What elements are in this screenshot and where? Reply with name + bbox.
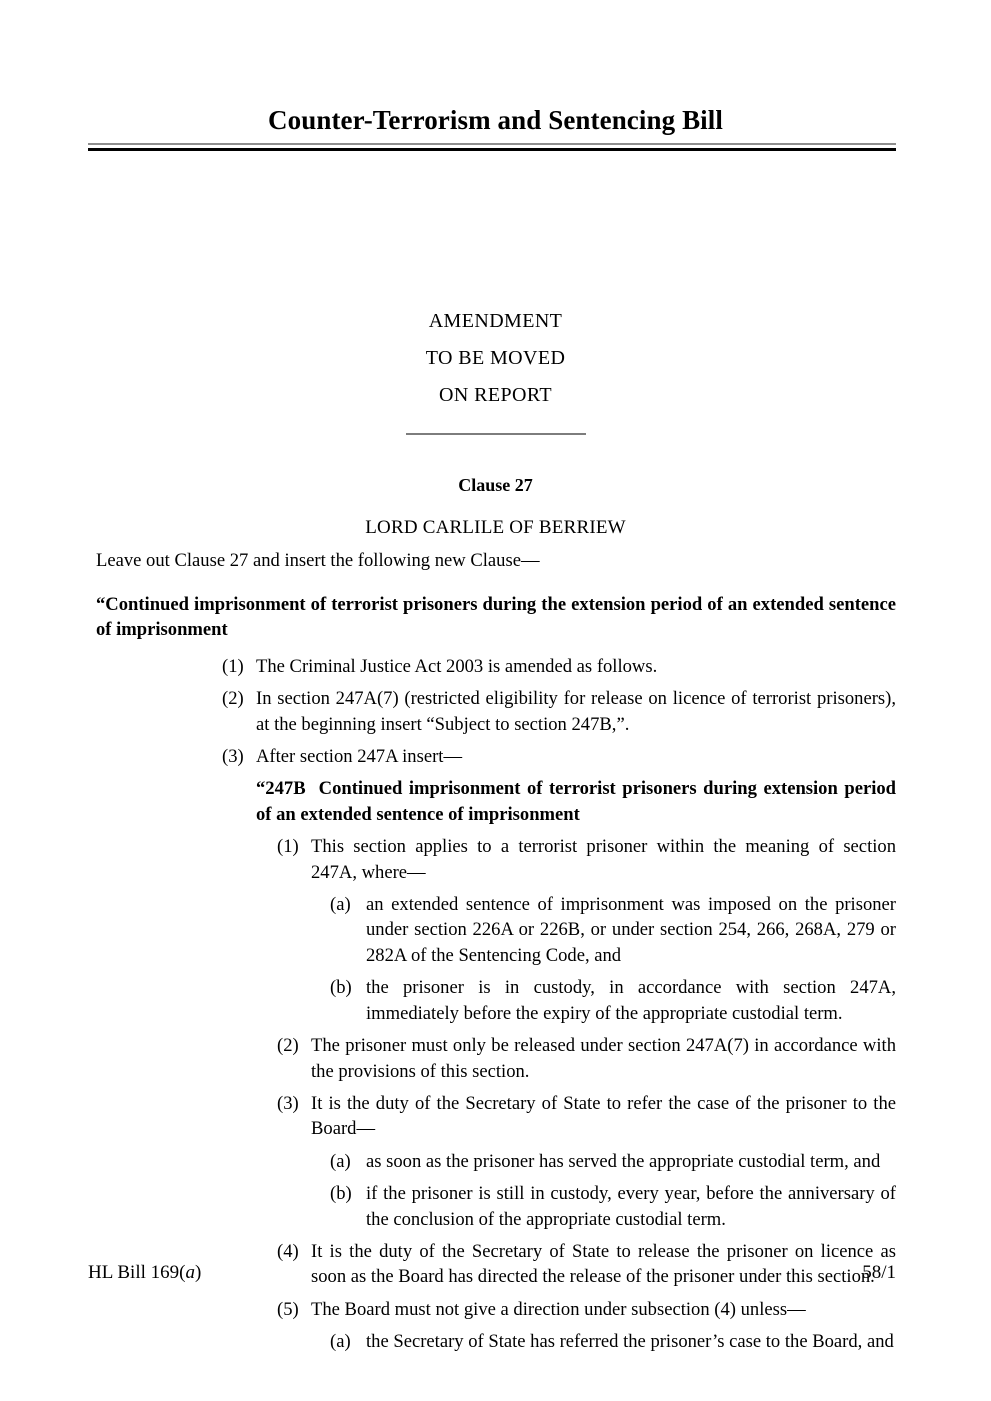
- item-marker: (b): [330, 977, 352, 999]
- item-marker: (1): [277, 836, 299, 858]
- clause-label: Clause 27: [458, 475, 533, 495]
- new-clause-heading: “Continued imprisonment of terrorist prisoners during the extension period of an extended sentence of imprisonment: [96, 594, 896, 641]
- list-item: [96, 1091, 896, 1142]
- list-item: [96, 1181, 896, 1232]
- item-text: The Criminal Justice Act 2003 is amended as follows.: [256, 655, 658, 677]
- item-marker: (b): [330, 1183, 352, 1205]
- bill-reference-letter: a: [185, 1262, 195, 1283]
- list-item: [96, 975, 896, 1026]
- item-text: The Board must not give a direction under subsection (4) unless—: [311, 1298, 806, 1320]
- page-footer: [88, 1262, 896, 1284]
- list-item: [96, 686, 896, 737]
- item-marker: (3): [222, 746, 244, 768]
- item-text: It is the duty of the Secretary of State to release the prisoner on licence as soon as the Board has directed the release of the prisoner under this section.: [311, 1240, 896, 1288]
- heading-line-on-report: ON REPORT: [439, 384, 552, 406]
- item-marker: (5): [277, 1298, 299, 1320]
- item-marker: (2): [222, 688, 244, 710]
- item-text: In section 247A(7) (restricted eligibility for release on licence of terrorist prisoners), at the beginning insert “Subject to section 247B,”.: [256, 688, 896, 735]
- list-item: [96, 1329, 896, 1354]
- list-item: [96, 1033, 896, 1084]
- item-text: After section 247A insert—: [256, 746, 463, 768]
- heading-line-amendment: AMENDMENT: [428, 310, 563, 332]
- item-marker: (a): [330, 1331, 351, 1353]
- amendment-body: [96, 548, 896, 1362]
- page-title: Counter-Terrorism and Sentencing Bill: [268, 105, 723, 135]
- member-name: LORD CARLILE OF BERRIEW: [365, 517, 626, 538]
- heading-line-to-be-moved: TO BE MOVED: [425, 347, 566, 369]
- item-text: as soon as the prisoner has served the appropriate custodial term, and: [366, 1150, 881, 1172]
- item-text: The prisoner must only be released under section 247A(7) in accordance with the provisions of this section.: [311, 1035, 896, 1082]
- inserted-section-heading: [96, 776, 896, 827]
- item-text: This section applies to a terrorist prisoner within the meaning of section 247A, where—: [311, 836, 896, 883]
- lead-in-text: Leave out Clause 27 and insert the following new Clause—: [96, 550, 540, 571]
- bill-reference: [88, 1262, 201, 1284]
- item-marker: (2): [277, 1035, 299, 1057]
- item-marker: (4): [277, 1240, 299, 1262]
- page-number: 58/1: [862, 1262, 896, 1283]
- list-item: [96, 654, 896, 679]
- list-item: [96, 892, 896, 968]
- section-divider-rule: [406, 433, 586, 435]
- amendment-heading-block: [0, 303, 991, 414]
- inserted-section-quote: “: [256, 778, 266, 800]
- item-text: It is the duty of the Secretary of State to refer the case of the prisoner to the Board—: [311, 1092, 896, 1140]
- item-text: if the prisoner is still in custody, every year, before the anniversary of the conclusion of the appropriate custodial term.: [366, 1183, 896, 1230]
- bill-reference-suffix: ): [194, 1262, 202, 1283]
- title-rule: [88, 143, 896, 151]
- bill-reference-prefix: HL Bill 169(: [88, 1262, 186, 1283]
- list-item: [96, 1149, 896, 1174]
- inserted-section-title: Continued imprisonment of terrorist prisoners during extension period of an extended sentence of imprisonment: [256, 778, 897, 825]
- list-item: [96, 744, 896, 769]
- item-text: the Secretary of State has referred the prisoner’s case to the Board, and: [366, 1331, 894, 1353]
- item-text: an extended sentence of imprisonment was imposed on the prisoner under section 226A or 226B, or under section 254, 266, 268A, 279 or 282A of the Sentencing Code, and: [366, 894, 896, 966]
- item-marker: (a): [330, 894, 351, 916]
- inserted-section-number: 247B: [265, 778, 306, 800]
- item-marker: (3): [277, 1092, 299, 1114]
- list-item: [96, 834, 896, 885]
- item-marker: (1): [222, 655, 244, 677]
- title-rule-thick: [88, 148, 896, 151]
- item-marker: (a): [330, 1150, 351, 1172]
- list-item: [96, 1297, 896, 1322]
- item-text: the prisoner is in custody, in accordance with section 247A, immediately before the expiry of the appropriate custodial term.: [366, 977, 896, 1024]
